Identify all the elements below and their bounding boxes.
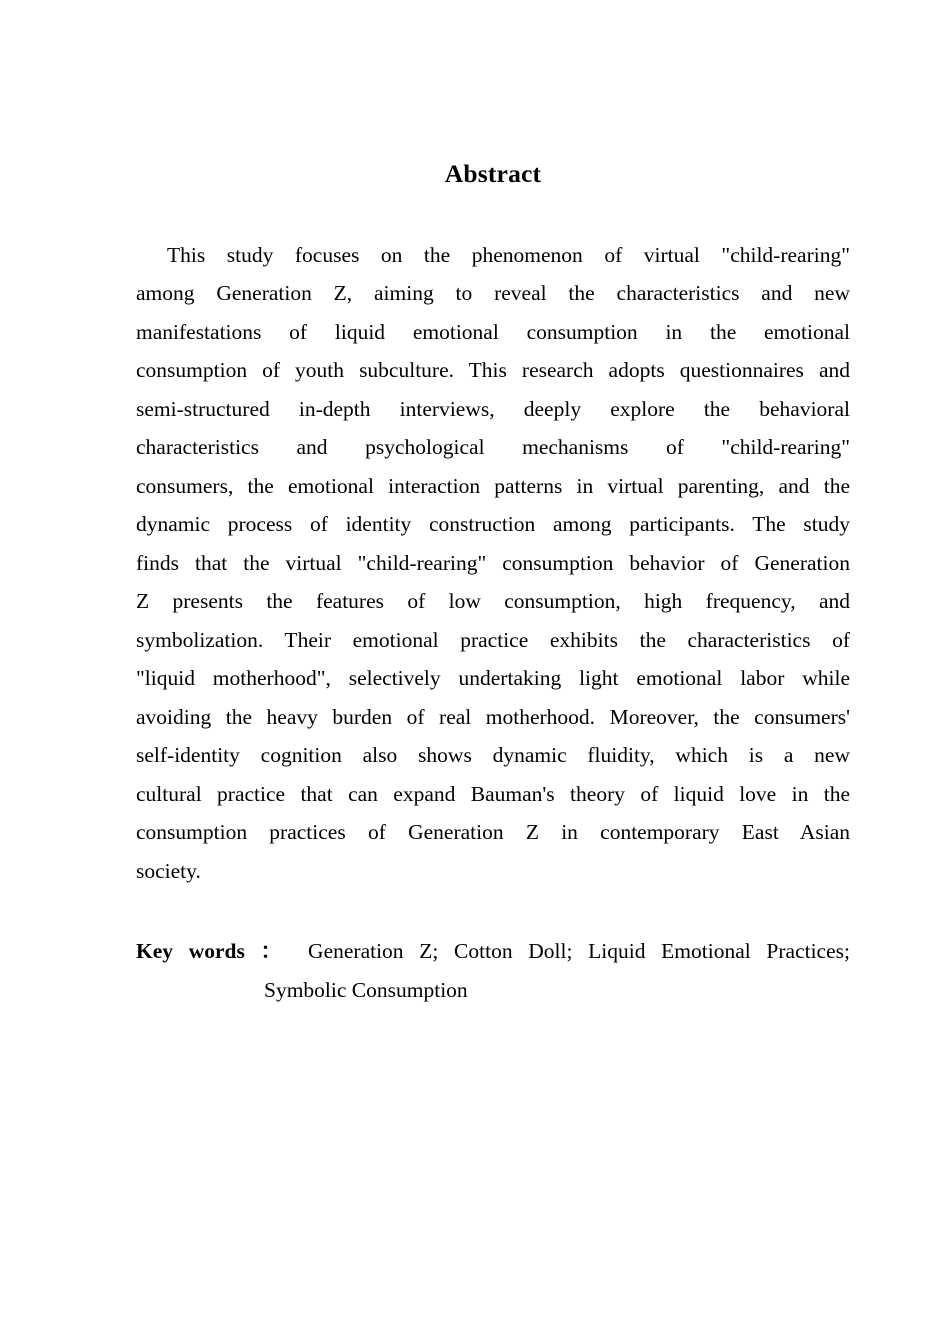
paragraph-line: avoiding the heavy burden of real motherhood. Moreover, the consumers': [136, 704, 850, 729]
paragraph-line: characteristics and psychological mechanisms of "child-rearing": [136, 435, 850, 459]
paragraph-line: consumption practices of Generation Z in contemporary East Asian: [136, 820, 850, 844]
paragraph-line: among Generation Z, aiming to reveal the characteristics and new: [136, 281, 850, 305]
paragraph-line: semi-structured in-depth interviews, deeply explore the behavioral: [136, 396, 850, 421]
page-content: [136, 0, 850, 1009]
paragraph-line: consumers, the emotional interaction patterns in virtual parenting, and the: [136, 473, 850, 498]
paragraph-line: dynamic process of identity construction among participants. The study: [136, 512, 850, 536]
paragraph-line: society.: [136, 858, 201, 883]
paragraph-line: cultural practice that can expand Bauman's theory of liquid love in the: [136, 781, 850, 806]
keywords-label: Key words: [136, 939, 245, 963]
keywords-block: [136, 932, 850, 1009]
abstract-paragraph: [136, 236, 850, 891]
paragraph-line: self-identity cognition also shows dynamic fluidity, which is a new: [136, 743, 850, 767]
page-title: Abstract: [444, 159, 542, 188]
keywords-line-2: Symbolic Consumption: [264, 977, 468, 1002]
paragraph-line: Z presents the features of low consumption, high frequency, and: [136, 589, 850, 613]
paragraph-line: "liquid motherhood", selectively undertaking light emotional labor while: [136, 666, 850, 690]
paragraph-line: This study focuses on the phenomenon of virtual "child-rearing": [167, 242, 850, 267]
paragraph-line: symbolization. Their emotional practice exhibits the characteristics of: [136, 627, 850, 652]
keywords-colon: ：: [260, 939, 293, 963]
paragraph-line: manifestations of liquid emotional consumption in the emotional: [136, 319, 850, 344]
keywords-line-1: [136, 932, 850, 971]
paragraph-line: consumption of youth subculture. This research adopts questionnaires and: [136, 358, 850, 382]
keywords-text: Generation Z; Cotton Doll; Liquid Emotional Practices;: [308, 939, 850, 963]
paragraph-line: finds that the virtual "child-rearing" consumption behavior of Generation: [136, 550, 850, 575]
